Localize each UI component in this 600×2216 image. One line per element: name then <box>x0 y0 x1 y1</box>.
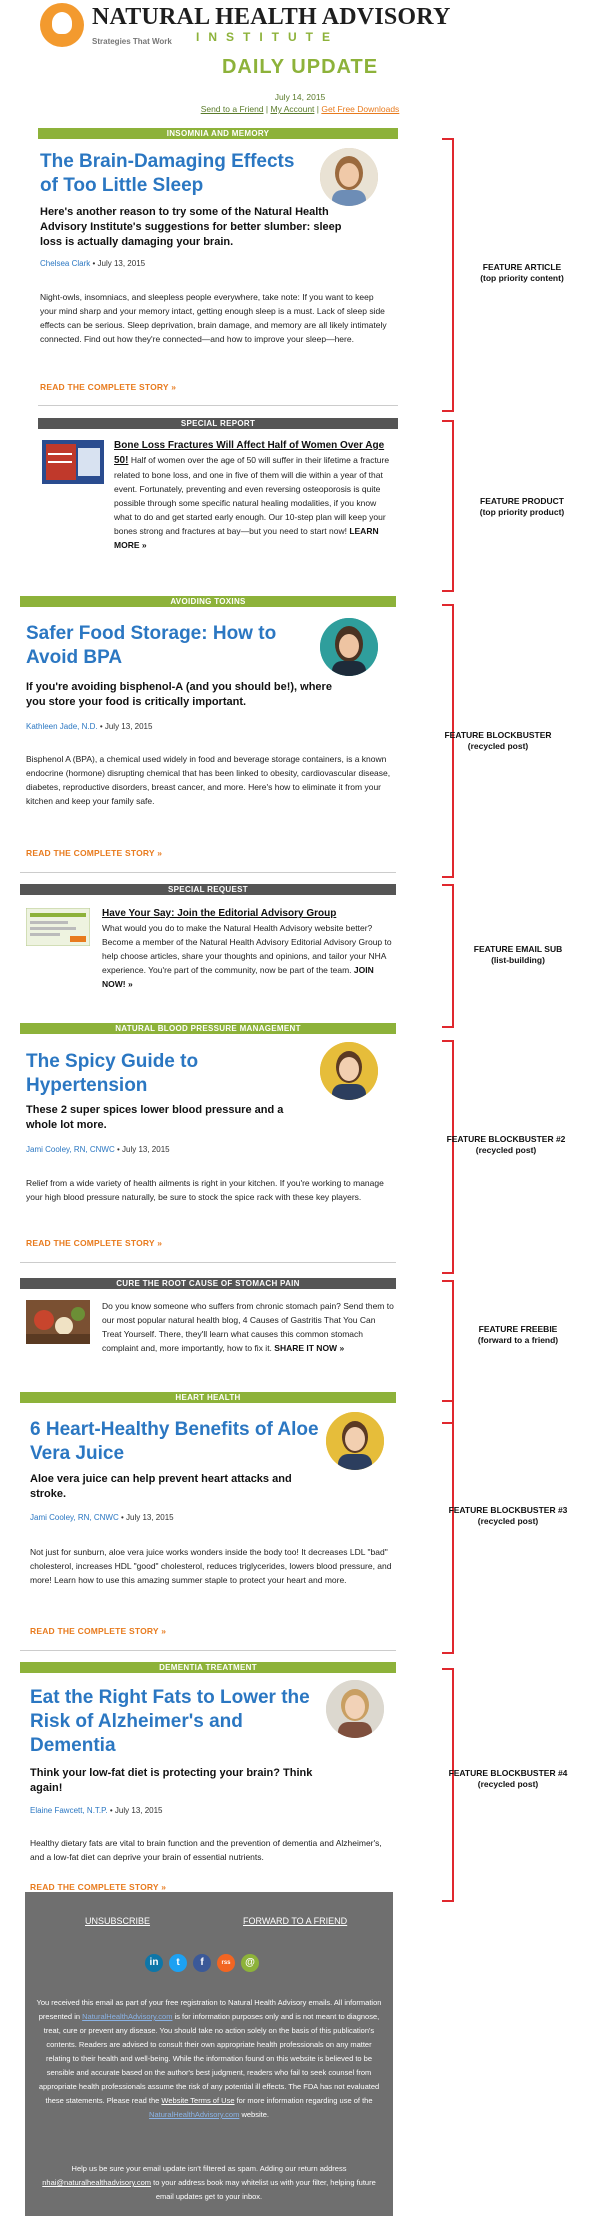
article-body: Healthy dietary fats are vital to brain function and the prevention of dementia and Alzheimer's, and a low-fat diet can deprive your brain of essential nutrients. <box>30 1838 382 1862</box>
logo-institute: INSTITUTE <box>196 30 339 44</box>
article-body: Not just for sunburn, aloe vera juice works wonders inside the body too! It decreases LDL "bad" cholesterol, increases HDL "good" cholesterol, reduces triglycerides, lowers blood pressure, and more! Learn how to use this amazing summer staple to protect your heart and more. <box>30 1547 392 1585</box>
facebook-icon[interactable]: f <box>193 1954 211 1972</box>
link-separator: | <box>263 104 271 114</box>
annotation-bracket <box>442 1040 454 1274</box>
logo-icon <box>40 3 84 47</box>
article-subtitle: If you're avoiding bisphenol-A (and you should be!), where you store your food is critically important. <box>26 681 332 708</box>
page-title: DAILY UPDATE <box>221 56 379 78</box>
category-bar: SPECIAL REQUEST <box>20 884 396 895</box>
category-bar: CURE THE ROOT CAUSE OF STOMACH PAIN <box>20 1278 396 1289</box>
divider <box>20 872 396 873</box>
site-link[interactable]: NaturalHealthAdvisory.com <box>82 2012 173 2021</box>
author-link[interactable]: Elaine Fawcett, N.T.P. <box>30 1806 108 1815</box>
category-bar: DEMENTIA TREATMENT <box>20 1662 396 1673</box>
email-icon[interactable]: @ <box>241 1954 259 1972</box>
rss-icon[interactable]: rss <box>217 1954 235 1972</box>
avatar-image <box>320 148 378 206</box>
free-downloads-link[interactable]: Get Free Downloads <box>321 104 400 114</box>
article-subtitle: These 2 super spices lower blood pressure and a whole lot more. <box>26 1104 284 1131</box>
annotation-label: FEATURE BLOCKBUSTER (recycled post) <box>444 730 552 751</box>
article-subtitle: Think your low-fat diet is protecting your brain? Think again! <box>30 1767 313 1794</box>
divider <box>20 1262 396 1263</box>
article-title[interactable]: The Brain-Damaging Effects of Too Little Sleep <box>40 151 295 196</box>
send-to-friend-link[interactable]: Send to a Friend <box>200 104 264 114</box>
author-avatar <box>326 1680 384 1738</box>
publish-date: • July 13, 2015 <box>97 722 153 731</box>
form-screenshot-image[interactable] <box>26 908 90 946</box>
publish-date: • July 13, 2015 <box>90 259 146 268</box>
article-title[interactable]: Safer Food Storage: How to Avoid BPA <box>26 623 277 668</box>
annotation-bracket <box>442 420 454 592</box>
article-subtitle: Here's another reason to try some of the Natural Health Advisory Institute's suggestions for better slumber: sleep loss is actually damaging your brain. <box>40 206 342 248</box>
share-it-now-link[interactable]: SHARE IT NOW » <box>274 1343 345 1353</box>
unsubscribe-link[interactable]: UNSUBSCRIBE <box>85 1916 151 1926</box>
article-body: Night-owls, insomniacs, and sleepless people everywhere, take note: If you want to keep your mind sharp and your memory intact, getting enough sleep is a must. Lack of sleep side effects can be serious. Sleep deprivation, brain damage, and memory are all likely intimately connected. Find out how they're connected—and how to improve your sleep—here. <box>40 292 387 344</box>
promo-headline[interactable]: Bone Loss Fractures Will Affect Half of Women Over Age 50! <box>114 440 385 466</box>
avatar-image <box>320 1042 378 1100</box>
author-link[interactable]: Jami Cooley, RN, CNWC <box>26 1145 115 1154</box>
author-link[interactable]: Jami Cooley, RN, CNWC <box>30 1513 119 1522</box>
divider <box>38 405 398 406</box>
category-bar: NATURAL BLOOD PRESSURE MANAGEMENT <box>20 1023 396 1034</box>
link-separator: | <box>314 104 322 114</box>
return-email-link[interactable]: nhai@naturalhealthadvisory.com <box>42 2178 152 2187</box>
publish-date: • July 13, 2015 <box>118 1513 174 1522</box>
avatar-image <box>326 1412 384 1470</box>
publish-date: • July 13, 2015 <box>107 1806 163 1815</box>
article-title[interactable]: 6 Heart-Healthy Benefits of Aloe Vera Juice <box>30 1419 319 1464</box>
site-link[interactable]: NaturalHealthAdvisory.com <box>149 2110 240 2119</box>
author-avatar <box>320 1042 378 1100</box>
article-body: Relief from a wide variety of health ailments is right in your kitchen. If you're working to manage your high blood pressure naturally, be sure to stock the spice rack with these key players. <box>26 1178 384 1202</box>
byline <box>26 722 326 731</box>
article-body: Bisphenol A (BPA), a chemical used widely in food and beverage storage containers, is a known endocrine (hormone) disrupting chemical that has been linked to obesity, cardiovascular disease, diabetes, reproductive disorders, breast cancer, and more. Here's how to eliminate it from your kitchen and keep your family safe. <box>26 754 391 806</box>
promo-body: Do you know someone who suffers from chronic stomach pain? Send them to our most popular natural health blog, 4 Causes of Gastritis That You Can Treat Yourself. There, they'll learn what causes this common stomach complaint and, more importantly, how to fix it. <box>102 1301 394 1353</box>
logo[interactable] <box>40 3 451 55</box>
article-title[interactable]: Eat the Right Fats to Lower the Risk of Alzheimer's and Dementia <box>30 1687 310 1756</box>
avatar-image <box>320 618 378 676</box>
annotation-label: FEATURE PRODUCT (top priority product) <box>479 496 565 517</box>
category-bar: HEART HEALTH <box>20 1392 396 1403</box>
byline <box>26 1145 326 1154</box>
annotation-bracket <box>442 1400 454 1654</box>
read-more-link[interactable]: READ THE COMPLETE STORY » <box>26 848 163 858</box>
author-link[interactable]: Kathleen Jade, N.D. <box>26 722 98 731</box>
annotation-label: FEATURE BLOCKBUSTER #3 (recycled post) <box>448 1505 568 1526</box>
byline <box>30 1513 330 1522</box>
read-more-link[interactable]: READ THE COMPLETE STORY » <box>26 1238 163 1248</box>
issue-date: July 14, 2015 <box>274 92 326 102</box>
food-photo-image[interactable] <box>26 1300 90 1344</box>
social-links <box>145 1954 285 1974</box>
author-avatar <box>320 618 378 676</box>
author-avatar <box>326 1412 384 1470</box>
disclaimer-text: You received this email as part of your free registration to Natural Health Advisory emails. All information presented in NaturalHealthAdvisory.com is for information purposes only and is not meant to diagnose, treat, cure or prevent any disease. You should take no action solely on the basis of this publication's contents. Readers are advised to consult their own appropriate health professionals on any matter relating to their health and well-being. While the information found on this website is believed to be sensible and accurate based on the author's best judgment, readers who fail to seek counsel from appropriate health professionals assume the risk of any potential ill effects. The FDA has not evaluated these statements. Please read the Website Terms of Use for more information regarding use of the NaturalHealthAdvisory.com website. <box>36 1998 382 2119</box>
read-more-link[interactable]: READ THE COMPLETE STORY » <box>30 1882 167 1892</box>
read-more-link[interactable]: READ THE COMPLETE STORY » <box>40 382 177 392</box>
annotation-bracket <box>442 138 454 412</box>
article-title[interactable]: The Spicy Guide to Hypertension <box>26 1051 199 1096</box>
read-more-link[interactable]: READ THE COMPLETE STORY » <box>30 1626 167 1636</box>
avatar-image <box>326 1680 384 1738</box>
category-bar: INSOMNIA AND MEMORY <box>38 128 398 139</box>
annotation-label: FEATURE EMAIL SUB (list-building) <box>473 944 563 965</box>
article-subtitle: Aloe vera juice can help prevent heart attacks and stroke. <box>30 1473 292 1500</box>
spam-notice: Help us be sure your email update isn't filtered as spam. Adding our return address nhai@naturalhealthadvisory.com to your address book may whitelist us with your filter, helping future email updates get to your inbox. <box>42 2164 376 2201</box>
email-footer <box>25 1892 393 2216</box>
promo-text <box>102 906 396 991</box>
annotation-label: FEATURE FREEBIE (forward to a friend) <box>477 1324 559 1345</box>
header-links <box>0 104 600 114</box>
promo-headline[interactable]: Have Your Say: Join the Editorial Advisory Group <box>102 908 337 919</box>
terms-of-use-link[interactable]: Website Terms of Use <box>161 2096 235 2105</box>
join-now-link[interactable]: JOIN NOW! » <box>102 965 374 989</box>
annotation-label: FEATURE ARTICLE (top priority content) <box>480 262 564 283</box>
author-link[interactable]: Chelsea Clark <box>40 259 91 268</box>
promo-text <box>114 438 396 552</box>
category-bar: AVOIDING TOXINS <box>20 596 396 607</box>
publish-date: • July 13, 2015 <box>114 1145 170 1154</box>
divider <box>20 1650 396 1651</box>
annotation-label: FEATURE BLOCKBUSTER #4 (recycled post) <box>448 1768 568 1789</box>
logo-name: NATURAL HEALTH ADVISORY <box>92 4 451 30</box>
book-cover-image[interactable] <box>42 440 104 484</box>
logo-tagline: Strategies That Work <box>92 37 172 46</box>
annotation-label: FEATURE BLOCKBUSTER #2 (recycled post) <box>446 1134 566 1155</box>
my-account-link[interactable]: My Account <box>270 104 315 114</box>
email-header <box>0 0 600 125</box>
category-bar: SPECIAL REPORT <box>38 418 398 429</box>
byline <box>30 1806 330 1815</box>
promo-text <box>102 1299 396 1355</box>
annotation-bracket <box>442 884 454 1028</box>
linkedin-icon[interactable]: in <box>145 1954 163 1972</box>
twitter-icon[interactable]: t <box>169 1954 187 1972</box>
byline <box>40 259 340 268</box>
author-avatar <box>320 148 378 206</box>
promo-body: Half of women over the age of 50 will suffer in their lifetime a fracture related to bone loss, and one in five of them will die within a year of that event. Fortunately, preventing and even reversing osteoporosis is quite possible through some specific natural healing modalities, if you know what to do and get started early enough. Our 10-step plan will keep your bones strong and fractures at bay—but you need to start now! <box>114 455 390 536</box>
forward-to-friend-link[interactable]: FORWARD TO A FRIEND <box>243 1916 348 1926</box>
learn-more-link[interactable]: LEARN MORE » <box>114 526 379 550</box>
promo-body: What would you do to make the Natural Health Advisory website better? Become a member of the Natural Health Advisory Editorial Advisory Group to help choose articles, share your thoughts and opinions, and tailor your NHA experience. You're part of the community, now be part of the team. <box>102 923 392 975</box>
